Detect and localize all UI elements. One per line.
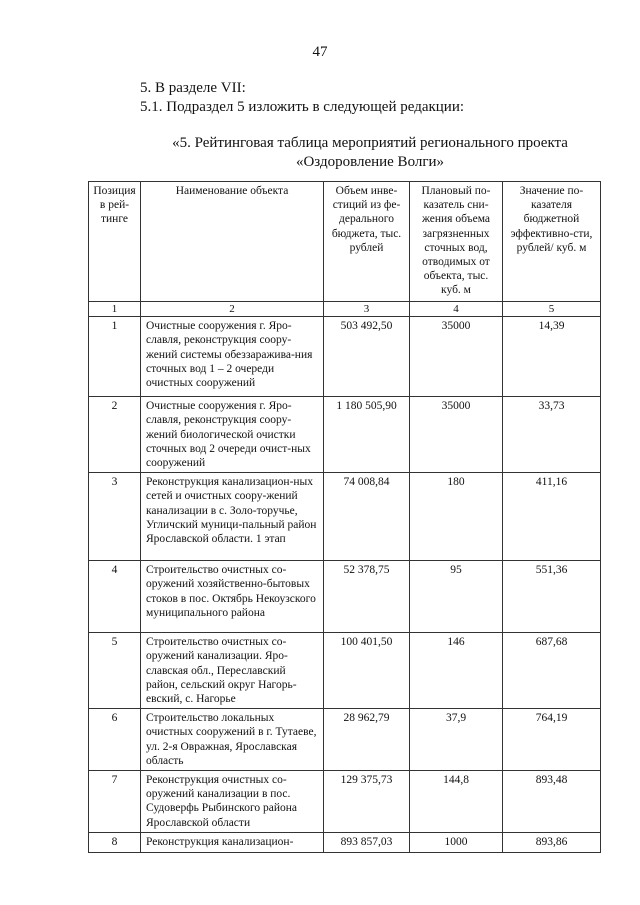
reduction-cell: 146 [410, 633, 503, 709]
object-name-cell: Очистные сооружения г. Яро-славля, реконструкция соору-жений биологической очистки сточных вод 2 очереди очист-ных сооружений [141, 397, 324, 473]
position-cell: 5 [89, 633, 141, 709]
section-heading: 5. В разделе VII: [140, 80, 246, 96]
investment-cell: 52 378,75 [324, 561, 410, 633]
reduction-cell: 35000 [410, 397, 503, 473]
position-cell: 1 [89, 317, 141, 397]
position-cell: 7 [89, 771, 141, 833]
column-number: 5 [503, 302, 601, 317]
column-number: 4 [410, 302, 503, 317]
column-number: 2 [141, 302, 324, 317]
table-row [89, 709, 601, 771]
investment-cell: 893 857,03 [324, 832, 410, 852]
reduction-cell: 144,8 [410, 771, 503, 833]
subsection-heading: 5.1. Подраздел 5 изложить в следующей редакции: [140, 99, 465, 115]
column-number-row [89, 302, 601, 317]
table-row [89, 473, 601, 561]
column-number: 3 [324, 302, 410, 317]
table-row [89, 561, 601, 633]
header-reduction: Плановый по-казатель сни-жения объема загрязненных сточных вод, отводимых от объекта, тыс. куб. м [410, 182, 503, 302]
table-row [89, 633, 601, 709]
table-title-line-2: «Оздоровление Волги» [295, 154, 445, 170]
investment-cell: 74 008,84 [324, 473, 410, 561]
reduction-cell: 95 [410, 561, 503, 633]
investment-cell: 1 180 505,90 [324, 397, 410, 473]
investment-cell: 28 962,79 [324, 709, 410, 771]
efficiency-cell: 551,36 [503, 561, 601, 633]
position-cell: 3 [89, 473, 141, 561]
efficiency-cell: 14,39 [503, 317, 601, 397]
table-title-line-1: «5. Рейтинговая таблица мероприятий регионального проекта [172, 135, 568, 151]
header-position: Позиция в рей-тинге [89, 182, 141, 302]
object-name-cell: Очистные сооружения г. Яро-славля, реконструкция соору-жений системы обеззаражива-ния сточных вод 1 – 2 очереди очистных сооружений [141, 317, 324, 397]
reduction-cell: 37,9 [410, 709, 503, 771]
efficiency-cell: 893,86 [503, 832, 601, 852]
investment-cell: 503 492,50 [324, 317, 410, 397]
table-row [89, 771, 601, 833]
object-name-cell: Строительство очистных со-оружений хозяйственно-бытовых стоков в пос. Октябрь Некоузского муниципального района [141, 561, 324, 633]
reduction-cell: 35000 [410, 317, 503, 397]
investment-cell: 129 375,73 [324, 771, 410, 833]
table-row [89, 397, 601, 473]
page-number: 47 [312, 44, 328, 60]
efficiency-cell: 893,48 [503, 771, 601, 833]
investment-cell: 100 401,50 [324, 633, 410, 709]
header-object-name: Наименование объекта [141, 182, 324, 302]
header-efficiency: Значение по-казателя бюджетной эффективно-сти, рублей/ куб. м [503, 182, 601, 302]
position-cell: 8 [89, 832, 141, 852]
rating-table [88, 181, 601, 853]
efficiency-cell: 33,73 [503, 397, 601, 473]
column-number: 1 [89, 302, 141, 317]
position-cell: 6 [89, 709, 141, 771]
header-investment: Объем инве-стиций из фе-дерального бюджета, тыс. рублей [324, 182, 410, 302]
efficiency-cell: 764,19 [503, 709, 601, 771]
table-row [89, 317, 601, 397]
efficiency-cell: 411,16 [503, 473, 601, 561]
object-name-cell: Реконструкция канализацион- [141, 832, 324, 852]
reduction-cell: 180 [410, 473, 503, 561]
efficiency-cell: 687,68 [503, 633, 601, 709]
position-cell: 2 [89, 397, 141, 473]
table-row [89, 832, 601, 852]
object-name-cell: Реконструкция очистных со-оружений канализации в пос. Судоверфь Рыбинского района Ярославской области [141, 771, 324, 833]
table-body [89, 302, 601, 853]
object-name-cell: Строительство локальных очистных сооружений в г. Тутаеве, ул. 2-я Овражная, Ярославская область [141, 709, 324, 771]
object-name-cell: Реконструкция канализацион-ных сетей и очистных соору-жений канализации в с. Золо-торучье, Угличский муници-пальный район Ярославской области. 1 этап [141, 473, 324, 561]
object-name-cell: Строительство очистных со-оружений канализации. Яро-славская обл., Переславский район, сельский округ Нагорь-евский, с. Нагорье [141, 633, 324, 709]
position-cell: 4 [89, 561, 141, 633]
reduction-cell: 1000 [410, 832, 503, 852]
